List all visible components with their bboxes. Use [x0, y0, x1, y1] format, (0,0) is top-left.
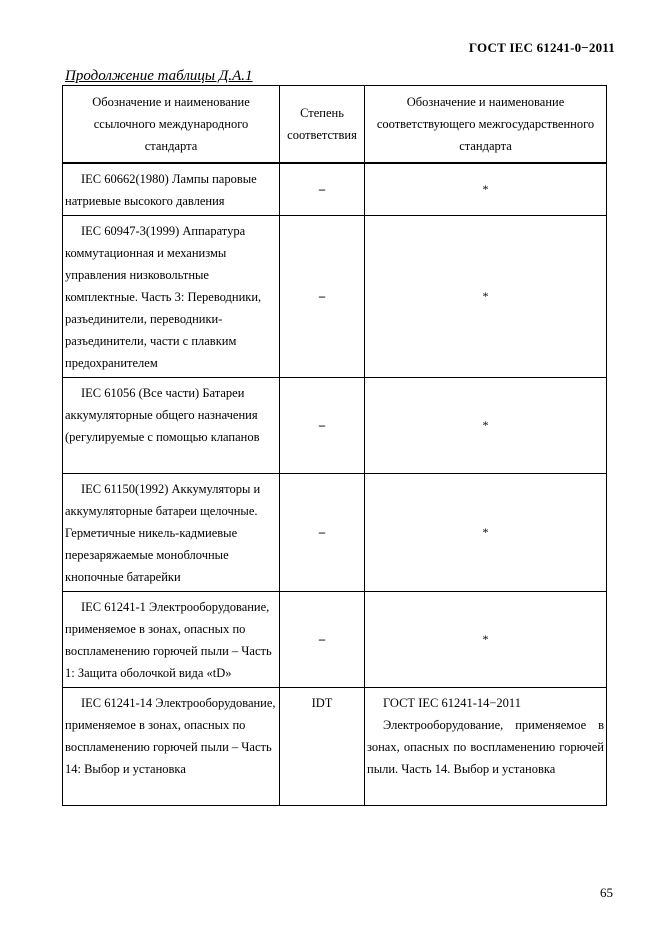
- table-caption: Продолжение таблицы Д.А.1: [65, 68, 253, 84]
- national-cell: *: [365, 163, 607, 215]
- degree-cell: –: [280, 163, 365, 215]
- national-cell: [365, 687, 607, 805]
- document-header: ГОСТ IEC 61241-0−2011: [468, 40, 615, 55]
- reference-cell: IEC 61241-1 Электрооборудование, применяемое в зонах, опасных по воспламенению горючей пыли – Часть 1: Защита оболочкой вида «tD»: [63, 591, 280, 687]
- degree-cell: –: [280, 591, 365, 687]
- table-row: [63, 473, 607, 591]
- table-row: [63, 215, 607, 377]
- degree-cell: –: [280, 377, 365, 473]
- header-reference-standard: Обозначение и наименование ссылочного международного стандарта: [63, 86, 280, 164]
- header-degree: Степень соответствия: [280, 86, 365, 164]
- reference-cell: IEC 61150(1992) Аккумуляторы и аккумуляторные батареи щелочные. Герметичные никель-кадмиевые перезаряжаемые моноблочные кнопочные батарейки: [63, 473, 280, 591]
- table-row: [63, 591, 607, 687]
- national-cell: *: [365, 591, 607, 687]
- degree-cell: IDT: [280, 687, 365, 805]
- national-standard-code: ГОСТ IEC 61241-14−2011: [383, 695, 521, 710]
- reference-cell: IEC 60947-3(1999) Аппаратура коммутационная и механизмы управления низковольтные комплектные. Часть 3: Переводники, разъединители, переводники-разъединители, части с плавким предохранителем: [63, 215, 280, 377]
- degree-cell: –: [280, 473, 365, 591]
- national-cell: *: [365, 215, 607, 377]
- national-standard-title: Электрооборудование, применяемое в зонах, опасных по воспламенению горючей пыли. Часть 14. Выбор и установка: [367, 717, 604, 776]
- reference-cell: IEC 60662(1980) Лампы паровые натриевые высокого давления: [63, 163, 280, 215]
- national-cell: *: [365, 377, 607, 473]
- header-national-standard: Обозначение и наименование соответствующего межгосударственного стандарта: [365, 86, 607, 164]
- table-row: [63, 687, 607, 805]
- table-row: [63, 163, 607, 215]
- page-number: 65: [600, 885, 613, 900]
- correspondence-table: [62, 85, 607, 806]
- table-row: [63, 377, 607, 473]
- table-header-row: [63, 86, 607, 164]
- reference-cell: IEC 61241-14 Электрооборудование, применяемое в зонах, опасных по воспламенению горючей пыли – Часть 14: Выбор и установка: [63, 687, 280, 805]
- national-cell: *: [365, 473, 607, 591]
- reference-cell: IEC 61056 (Все части) Батареи аккумуляторные общего назначения (регулируемые с помощью клапанов: [63, 377, 280, 473]
- degree-cell: –: [280, 215, 365, 377]
